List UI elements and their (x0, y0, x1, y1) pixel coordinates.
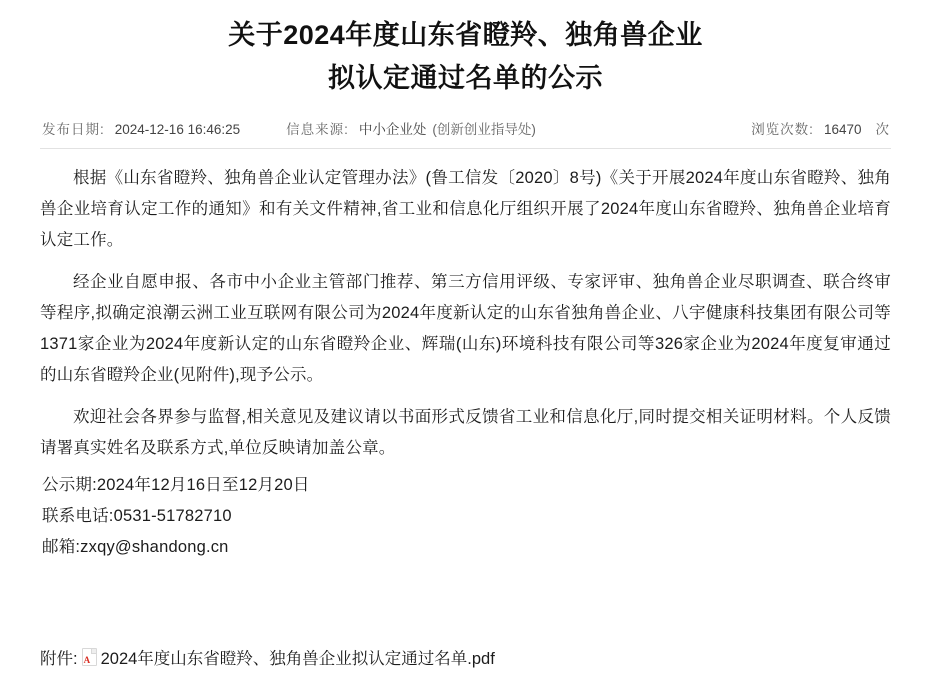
document-body (40, 149, 891, 563)
publish-date-label: 发布日期: (42, 122, 105, 137)
body-paragraph-1: 根据《山东省瞪羚、独角兽企业认定管理办法》(鲁工信发〔2020〕8号)《关于开展2024年度山东省瞪羚、独角兽企业培育认定工作的通知》和有关文件精神,省工业和信息化厅组织开展了2024年度山东省瞪羚、独角兽企业培育认定工作。 (40, 169, 891, 249)
page-title-line-2: 拟认定通过名单的公示 (328, 63, 603, 93)
information-source-value: 中小企业处 (358, 122, 427, 137)
body-paragraph-3: 欢迎社会各界参与监督,相关意见及建议请以书面形式反馈省工业和信息化厅,同时提交相关证明材料。个人反馈请署真实姓名及联系方式,单位反映请加盖公章。 (40, 408, 891, 457)
document-meta-bar (40, 116, 891, 140)
publicity-period-line: 公示期:2024年12月16日至12月20日 (42, 476, 310, 494)
attachment-label: 附件: (40, 650, 78, 668)
view-count (751, 118, 889, 138)
page-title (40, 0, 891, 100)
attachment-row[interactable] (40, 645, 495, 669)
publish-date (42, 118, 240, 138)
page-title-line-1: 关于2024年度山东省瞪羚、独角兽企业 (228, 20, 703, 50)
contact-block (40, 470, 891, 563)
attachment-file-link[interactable]: 2024年度山东省瞪羚、独角兽企业拟认定通过名单.pdf (100, 650, 495, 668)
view-count-value: 16470 (823, 122, 862, 137)
body-paragraph-2: 经企业自愿申报、各市中小企业主管部门推荐、第三方信用评级、专家评审、独角兽企业尽职调查、联合终审等程序,拟确定浪潮云洲工业互联网有限公司为2024年度新认定的山东省独角兽企业、八宇健康科技集团有限公司等1371家企业为2024年度新认定的山东省瞪羚企业、辉瑞(山东)环境科技有限公司等326家企业为2024年度复审通过的山东省瞪羚企业(见附件),现予公示。 (40, 273, 891, 384)
pdf-icon (82, 648, 97, 666)
contact-phone-line: 联系电话:0531-51782710 (42, 507, 232, 525)
information-source (286, 118, 536, 138)
publish-date-value: 2024-12-16 16:46:25 (114, 122, 241, 137)
contact-email-line: 邮箱:zxqy@shandong.cn (42, 538, 229, 556)
view-count-unit: 次 (875, 122, 889, 137)
view-count-label: 浏览次数: (751, 122, 814, 137)
information-source-label: 信息来源: (286, 122, 349, 137)
information-source-sub: (创新创业指导处) (432, 122, 536, 137)
